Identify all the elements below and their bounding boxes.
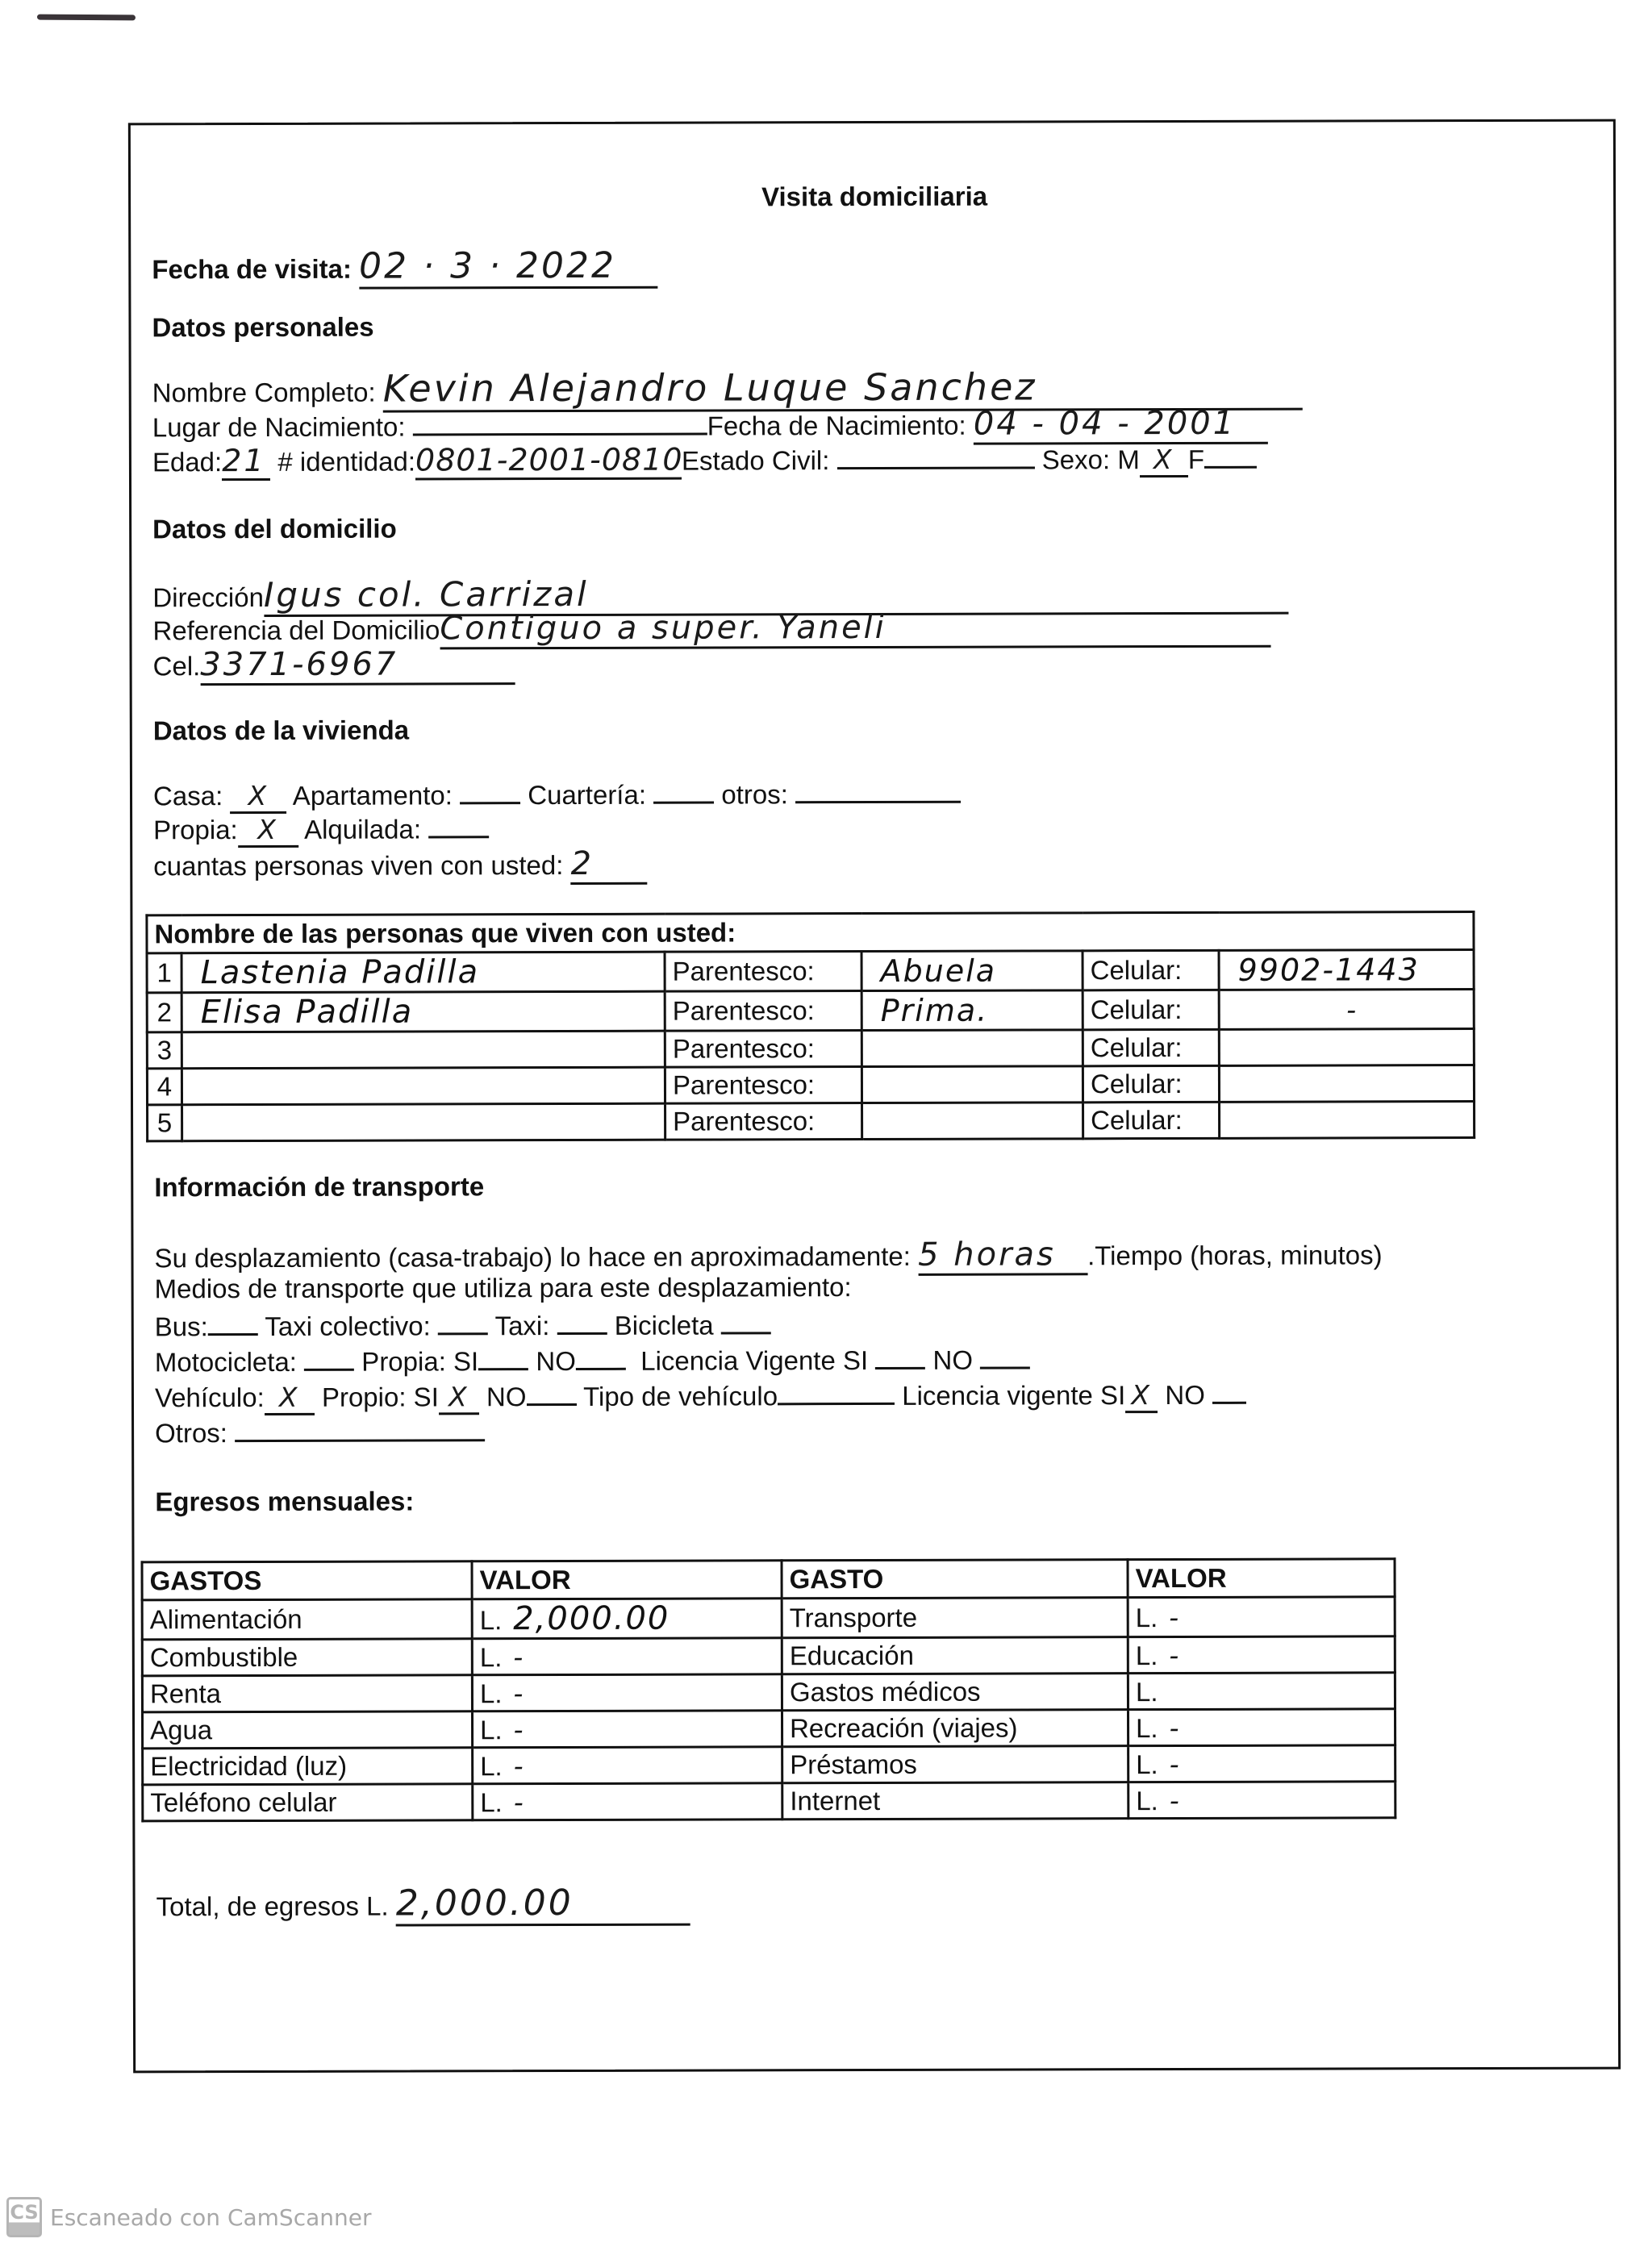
commute-label: Su desplazamiento (casa-trabajo) lo hace en aproximadamente: (154, 1240, 911, 1274)
household-header: Nombre de las personas que viven con usted: (147, 912, 1474, 953)
table-row (143, 1782, 1395, 1821)
tenure-row (153, 811, 489, 848)
visit-date-field[interactable]: 02 · 3 · 2022 (359, 245, 657, 290)
vehicle-field[interactable]: X (265, 1382, 315, 1415)
taxi-label: Taxi: (494, 1311, 550, 1341)
col-header-gasto: GASTO (782, 1560, 1128, 1599)
camscanner-logo-icon: CS (6, 2197, 42, 2237)
camscanner-watermark (6, 2197, 371, 2237)
table-row (147, 950, 1474, 993)
col-header-valor: VALOR (472, 1561, 782, 1599)
cuarteria-label: Cuartería: (528, 779, 647, 811)
table-row (142, 1709, 1395, 1749)
motorcycle-own-no-field[interactable] (576, 1344, 626, 1370)
currency-label: L. (479, 1641, 503, 1672)
house-label: Casa: (152, 781, 223, 811)
table-row (147, 1029, 1474, 1069)
vehicle-type-label: Tipo de vehículo (583, 1381, 778, 1411)
expense-name: Préstamos (782, 1746, 1128, 1783)
relation-label: Parentesco: (665, 1067, 861, 1104)
address-label: Dirección (152, 582, 264, 613)
member-phone[interactable]: 9902-1443 (1237, 952, 1420, 988)
expense-name: Renta (142, 1675, 472, 1712)
vehicle-row (155, 1378, 1246, 1416)
total-row (156, 1882, 690, 1928)
cell-label: Celular: (1083, 950, 1219, 990)
member-relation[interactable]: Prima. (880, 992, 989, 1028)
vehicle-type-field[interactable] (778, 1378, 895, 1405)
currency-label: L. (1135, 1640, 1158, 1670)
relation-label: Parentesco: (665, 1103, 862, 1140)
section-domicile: Datos del domicilio (152, 513, 397, 544)
member-phone[interactable] (1219, 1065, 1474, 1103)
cell-label: Celular: (1083, 1102, 1220, 1138)
section-transport: Información de transporte (154, 1171, 485, 1203)
phone-field[interactable]: 3371-6967 (200, 645, 515, 686)
housing-type-row (153, 777, 961, 815)
form-title: Visita domiciliaria (761, 181, 988, 212)
member-phone[interactable]: - (1346, 993, 1358, 1025)
sex-m-field[interactable]: X (1140, 444, 1188, 477)
table-row (142, 1597, 1395, 1640)
expense-value[interactable]: - (1169, 1748, 1181, 1780)
age-field[interactable]: 21 (222, 443, 270, 481)
section-expenses: Egresos mensuales: (155, 1486, 415, 1517)
relation-label: Parentesco: (665, 1031, 861, 1068)
apartment-label: Apartamento: (292, 780, 453, 811)
own-field[interactable]: X (238, 814, 298, 848)
people-count-label: cuantas personas viven con usted: (153, 850, 564, 882)
row-number: 5 (148, 1105, 182, 1141)
apartment-field[interactable] (460, 777, 520, 804)
motorcycle-license-no-field[interactable] (980, 1342, 1030, 1369)
address-field[interactable]: Igus col. Carrizal (264, 573, 1288, 617)
currency-label: L. (480, 1786, 503, 1817)
expense-value[interactable]: - (513, 1677, 525, 1709)
member-name[interactable] (181, 1031, 665, 1069)
expenses-table (141, 1557, 1397, 1822)
member-name[interactable] (182, 1103, 665, 1141)
reference-label: Referencia del Domicilio (152, 615, 440, 646)
means-label: Medios de transporte que utiliza para este desplazamiento: (154, 1272, 852, 1304)
motorcycle-own-label: Propia: SI (361, 1346, 479, 1377)
member-phone[interactable] (1219, 1029, 1474, 1066)
currency-label: L. (1136, 1749, 1158, 1779)
expense-value[interactable]: 2,000.00 (513, 1599, 670, 1638)
currency-label: L. (479, 1678, 503, 1708)
relation-label: Parentesco: (665, 991, 861, 1032)
cuarteria-field[interactable] (653, 777, 714, 804)
expense-value[interactable]: - (513, 1640, 525, 1673)
member-relation[interactable]: Abuela (880, 953, 997, 989)
expense-name: Combustible (142, 1639, 472, 1676)
table-row (147, 1065, 1474, 1105)
member-relation[interactable] (861, 1066, 1083, 1103)
motorcycle-license-label: Licencia Vigente SI (640, 1345, 869, 1376)
form-frame (128, 119, 1621, 2074)
motorcycle-license-no-label: NO (932, 1344, 974, 1375)
people-count-field[interactable]: 2 (571, 845, 648, 885)
currency-label: L. (1135, 1676, 1158, 1707)
other-transport-row (155, 1415, 485, 1449)
motorcycle-row (155, 1342, 1030, 1378)
col-header-gastos: GASTOS (142, 1561, 472, 1600)
civil-status-field[interactable] (837, 442, 1035, 469)
rented-field[interactable] (428, 811, 489, 838)
expense-name: Teléfono celular (143, 1784, 473, 1821)
member-name[interactable] (181, 1067, 665, 1105)
vehicle-own-no-label: NO (486, 1382, 527, 1412)
member-name[interactable]: Lastenia Padilla (200, 953, 480, 992)
expense-value[interactable]: - (513, 1749, 525, 1782)
expense-value[interactable]: - (1169, 1601, 1181, 1633)
currency-label: L. (1136, 1712, 1158, 1743)
table-row (143, 1745, 1395, 1785)
bicycle-label: Bicicleta (614, 1310, 714, 1340)
bicycle-field[interactable] (721, 1307, 771, 1334)
motorcycle-own-si-field[interactable] (478, 1344, 528, 1370)
section-housing: Datos de la vivienda (152, 715, 410, 746)
row-number: 4 (147, 1069, 181, 1105)
others-housing-field[interactable] (795, 777, 961, 804)
expense-value[interactable]: - (1169, 1711, 1181, 1744)
expense-name: Electricidad (luz) (143, 1748, 473, 1785)
vehicle-license-no-label: NO (1165, 1379, 1205, 1411)
people-count-row (153, 845, 647, 886)
birthplace-field[interactable] (413, 409, 707, 436)
cell-label: Celular: (1083, 1065, 1219, 1102)
reference-field[interactable]: Contiguo a super. Yaneli (440, 608, 1270, 650)
motorcycle-own-no-label: NO (536, 1345, 576, 1377)
expense-name: Alimentación (142, 1599, 472, 1640)
pen-mark (37, 15, 136, 21)
vehicle-own-si-field[interactable]: X (439, 1381, 479, 1415)
currency-label: L. (480, 1714, 503, 1745)
total-label: Total, de egresos L. (156, 1891, 389, 1922)
expense-name: Transporte (782, 1598, 1128, 1638)
age-label: Edad: (152, 447, 223, 477)
cell-label: Celular: (1083, 1029, 1219, 1065)
other-transport-field[interactable] (235, 1415, 485, 1442)
own-label: Propia: (153, 815, 238, 845)
id-field[interactable]: 0801-2001-0810 (415, 442, 682, 481)
cell-label: Celular: (1083, 990, 1219, 1029)
total-field[interactable]: 2,000.00 (396, 1882, 690, 1927)
motorcycle-license-si-field[interactable] (875, 1343, 925, 1369)
expense-value[interactable]: - (1169, 1639, 1181, 1671)
phone-label: Cel. (152, 651, 201, 682)
visit-date-row (152, 245, 657, 290)
currency-label: L. (480, 1750, 503, 1781)
public-transport-row (155, 1307, 771, 1342)
visit-date-label: Fecha de visita: (152, 253, 352, 285)
table-row (142, 1673, 1395, 1712)
phone-row (153, 645, 515, 686)
taxi-colectivo-label: Taxi colectivo: (265, 1311, 431, 1341)
sex-label: Sexo: M (1041, 444, 1140, 475)
birthdate-field[interactable]: 04 - 04 - 2001 (974, 405, 1268, 445)
others-housing-label: otros: (721, 779, 788, 810)
member-relation[interactable] (862, 1103, 1083, 1140)
household-table (145, 911, 1475, 1142)
expense-name: Gastos médicos (782, 1674, 1128, 1711)
col-header-valor-2: VALOR (1128, 1559, 1395, 1598)
table-row (147, 990, 1474, 1032)
row-number: 3 (147, 1032, 181, 1069)
currency-label: L. (479, 1605, 503, 1636)
member-phone[interactable] (1220, 1102, 1475, 1139)
watermark-text: Escaneado con CamScanner (50, 2203, 372, 2231)
section-personal: Datos personales (152, 311, 374, 343)
table-row (148, 1102, 1475, 1141)
id-label: # identidad: (277, 446, 416, 477)
vehicle-own-no-field[interactable] (526, 1379, 576, 1406)
currency-label: L. (1136, 1785, 1158, 1816)
row-number: 2 (147, 993, 181, 1032)
sex-f-field[interactable] (1204, 442, 1257, 469)
reference-row (152, 608, 1270, 651)
bus-label: Bus: (154, 1311, 208, 1342)
other-transport-label: Otros: (155, 1418, 227, 1449)
vehicle-license-si-field[interactable]: X (1125, 1379, 1158, 1413)
expense-name: Agua (142, 1711, 472, 1749)
motorcycle-label: Motocicleta: (154, 1346, 297, 1378)
birthdate-label: Fecha de Nacimiento: (707, 410, 966, 441)
expense-name: Internet (782, 1782, 1128, 1820)
birthplace-label: Lugar de Nacimiento: (152, 411, 406, 443)
full-name-label: Nombre Completo: (152, 377, 376, 408)
row-number: 1 (147, 953, 181, 993)
commute-suffix: .Tiempo (horas, minutos) (1087, 1240, 1383, 1271)
relation-label: Parentesco: (665, 952, 861, 992)
member-relation[interactable] (861, 1030, 1083, 1067)
expense-name: Recreación (viajes) (782, 1710, 1128, 1747)
sex-f-label: F (1187, 444, 1205, 474)
taxi-colectivo-field[interactable] (438, 1308, 488, 1335)
currency-label: L. (1135, 1602, 1158, 1632)
commute-field[interactable]: 5 horas (918, 1236, 1087, 1276)
vehicle-license-no-field[interactable] (1212, 1378, 1246, 1404)
vehicle-license-label: Licencia vigente SI (902, 1380, 1126, 1411)
vehicle-own-label: Propio: SI (321, 1382, 439, 1412)
bus-field[interactable] (208, 1309, 258, 1336)
expense-value[interactable]: - (513, 1786, 525, 1818)
expense-value[interactable]: - (1169, 1784, 1181, 1816)
table-row (142, 1636, 1395, 1676)
full-name-field[interactable]: Kevin Alejandro Luque Sanchez (383, 365, 1303, 413)
civil-status-label: Estado Civil: (681, 445, 830, 476)
id-row (152, 440, 1257, 482)
house-field[interactable]: X (230, 780, 286, 814)
taxi-field[interactable] (557, 1308, 607, 1335)
motorcycle-field[interactable] (304, 1344, 354, 1371)
rented-label: Alquilada: (304, 814, 422, 844)
member-name[interactable]: Elisa Padilla (200, 993, 414, 1032)
expense-value[interactable]: - (513, 1713, 525, 1745)
expenses-header-row (142, 1559, 1395, 1600)
vehicle-label: Vehículo: (154, 1382, 265, 1413)
expense-name: Educación (782, 1637, 1128, 1674)
